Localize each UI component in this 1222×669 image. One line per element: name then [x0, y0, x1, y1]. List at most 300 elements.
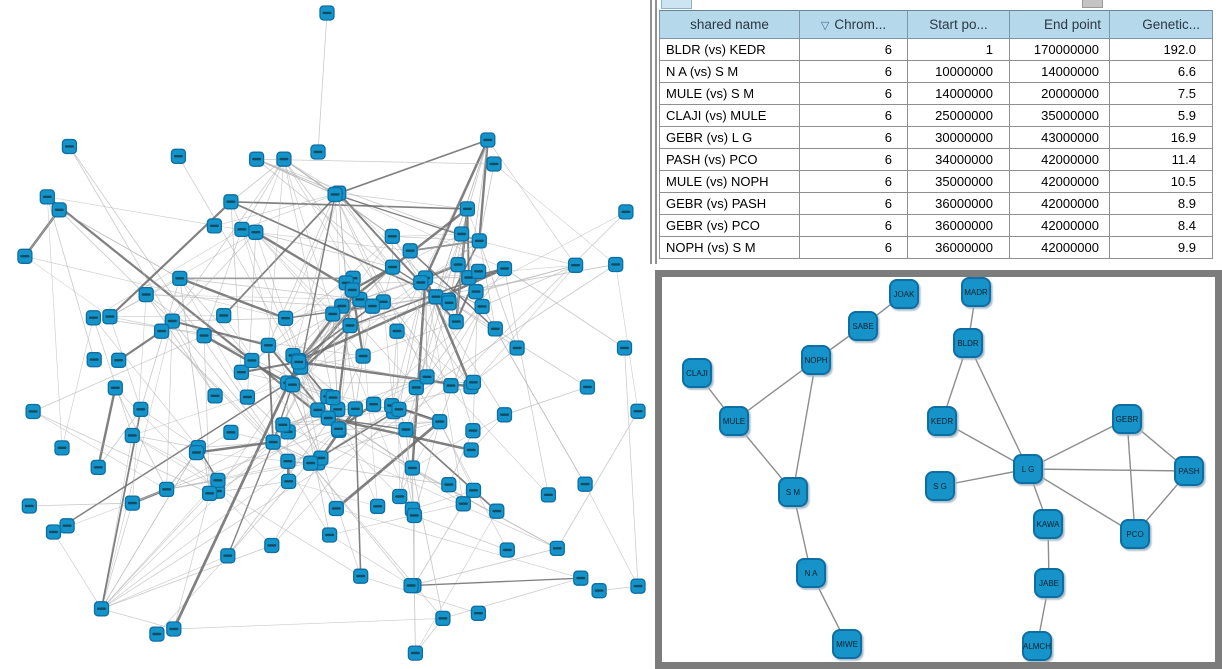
network-edge-BLDR-L G[interactable] [968, 343, 1028, 469]
network-node[interactable] [466, 424, 480, 438]
network-node[interactable] [250, 152, 264, 166]
table-cell[interactable]: 9.9 [1110, 237, 1213, 259]
node-label [210, 225, 219, 227]
network-node[interactable] [386, 260, 400, 274]
node-label: CLAJI [686, 369, 708, 378]
network-edge [412, 468, 443, 618]
network-node[interactable] [221, 549, 235, 563]
network-node[interactable] [403, 244, 417, 258]
network-node[interactable] [245, 354, 259, 368]
network-node[interactable] [619, 205, 633, 219]
node-label [313, 409, 322, 411]
network-node[interactable] [26, 405, 40, 419]
node-label [356, 575, 365, 577]
network-node[interactable] [91, 460, 105, 474]
subnetwork-view[interactable] [655, 270, 1222, 669]
network-node[interactable] [261, 338, 275, 352]
network-node[interactable] [354, 569, 368, 583]
tab-fragment-gray [1082, 0, 1103, 8]
network-node[interactable] [343, 319, 357, 333]
subnetwork-edges [697, 292, 1189, 646]
network-edge [505, 269, 549, 495]
node-label [503, 549, 512, 551]
network-node[interactable] [390, 324, 404, 338]
node-KAWA[interactable] [1034, 510, 1062, 538]
table-row[interactable] [660, 237, 1213, 259]
network-node[interactable] [618, 341, 632, 355]
network-edge [174, 618, 443, 629]
network-node[interactable] [609, 258, 623, 272]
node-label [105, 315, 114, 317]
node-label [55, 209, 64, 211]
network-node[interactable] [311, 145, 325, 159]
node-label: NOPH [804, 356, 828, 365]
node-label [269, 441, 278, 443]
network-node[interactable] [171, 149, 185, 163]
network-edge [102, 493, 210, 608]
network-node[interactable] [451, 258, 465, 272]
node-label: MADR [964, 288, 988, 297]
network-node[interactable] [266, 435, 280, 449]
table-cell[interactable]: GEBR (vs) PASH [660, 193, 800, 215]
network-node[interactable] [429, 290, 443, 304]
table-cell[interactable]: 14000000 [908, 83, 1010, 105]
node-label [205, 492, 214, 494]
network-node[interactable] [211, 473, 225, 487]
network-node[interactable] [207, 219, 221, 233]
table-cell[interactable]: 5.9 [1110, 105, 1213, 127]
node-PASH[interactable] [1175, 457, 1203, 485]
network-node[interactable] [455, 227, 469, 241]
table-header-row [660, 11, 1213, 39]
network-node[interactable] [240, 390, 254, 404]
node-label [595, 589, 604, 591]
table-cell[interactable]: 8.9 [1110, 193, 1213, 215]
network-node[interactable] [467, 483, 481, 497]
table-row[interactable] [660, 193, 1213, 215]
network-node[interactable] [235, 222, 249, 236]
node-label [359, 355, 368, 357]
node-label [323, 12, 332, 14]
network-edge [204, 336, 210, 494]
node-label [288, 384, 297, 386]
table-row[interactable] [660, 39, 1213, 61]
node-label [355, 298, 364, 300]
network-node[interactable] [224, 425, 238, 439]
network-node[interactable] [326, 307, 340, 321]
node-label [469, 489, 478, 491]
table-cell[interactable]: 6 [800, 127, 908, 149]
table-cell[interactable]: 42000000 [1010, 237, 1110, 259]
node-L G[interactable] [1014, 455, 1042, 483]
network-node[interactable] [328, 188, 342, 202]
node-label [576, 577, 585, 579]
network-node[interactable] [55, 441, 69, 455]
table-cell[interactable]: 36000000 [908, 237, 1010, 259]
table-row[interactable] [660, 215, 1213, 237]
network-node[interactable] [371, 499, 385, 513]
node-label [97, 608, 106, 610]
node-label [90, 358, 99, 360]
node-label [58, 447, 67, 449]
node-JOAK[interactable] [890, 280, 918, 308]
node-label [111, 387, 120, 389]
node-label [29, 410, 38, 412]
node-label: N A [804, 569, 818, 578]
table-cell[interactable]: 34000000 [908, 149, 1010, 171]
network-node[interactable] [469, 285, 483, 299]
table-cell[interactable]: 6 [800, 83, 908, 105]
table-cell[interactable]: GEBR (vs) L G [660, 127, 800, 149]
network-node[interactable] [125, 496, 139, 510]
network-node[interactable] [472, 264, 486, 278]
node-label [226, 201, 235, 203]
table-cell[interactable]: 42000000 [1010, 149, 1110, 171]
network-node[interactable] [282, 474, 296, 488]
network-node[interactable] [203, 486, 217, 500]
node-label [469, 381, 478, 383]
node-label [500, 414, 509, 416]
table-cell[interactable]: 10.5 [1110, 171, 1213, 193]
node-GEBR[interactable] [1113, 405, 1141, 433]
network-node[interactable] [464, 443, 478, 457]
node-label [452, 320, 461, 322]
network-node[interactable] [420, 370, 434, 384]
network-node[interactable] [414, 276, 428, 290]
node-SABE[interactable] [849, 312, 877, 340]
network-node[interactable] [326, 391, 340, 405]
network-node[interactable] [498, 408, 512, 422]
network-edge [625, 348, 639, 586]
table-cell[interactable]: 20000000 [1010, 83, 1110, 105]
network-node[interactable] [22, 499, 36, 513]
node-ALMCH[interactable] [1023, 632, 1051, 660]
node-label [324, 417, 333, 419]
network-edge [392, 234, 461, 236]
network-node[interactable] [592, 584, 606, 598]
column-header-label: Genetic... [1142, 17, 1200, 32]
table-cell[interactable]: 11.4 [1110, 149, 1213, 171]
network-node[interactable] [574, 571, 588, 585]
table-cell[interactable]: 35000000 [908, 171, 1010, 193]
network-node[interactable] [392, 402, 406, 416]
network-node[interactable] [442, 296, 456, 310]
table-cell[interactable]: 6 [800, 39, 908, 61]
network-node[interactable] [404, 579, 418, 593]
subnetwork-canvas[interactable] [662, 277, 1215, 662]
network-node[interactable] [112, 353, 126, 367]
node-label [142, 293, 151, 295]
column-header-end-point[interactable] [1010, 11, 1110, 39]
table-cell[interactable]: MULE (vs) NOPH [660, 171, 800, 193]
network-node[interactable] [277, 152, 291, 166]
table-cell[interactable]: 1 [908, 39, 1010, 61]
node-label [267, 544, 276, 546]
network-node[interactable] [249, 225, 263, 239]
table-cell[interactable]: 36000000 [908, 193, 1010, 215]
table-cell[interactable]: 43000000 [1010, 127, 1110, 149]
network-node[interactable] [47, 525, 61, 539]
network-node[interactable] [367, 397, 381, 411]
network-node[interactable] [444, 379, 458, 393]
network-node[interactable] [631, 404, 645, 418]
network-node[interactable] [393, 490, 407, 504]
table-cell[interactable]: NOPH (vs) S M [660, 237, 800, 259]
network-node[interactable] [385, 229, 399, 243]
network-node[interactable] [150, 627, 164, 641]
network-edge-NOPH-S M[interactable] [793, 360, 816, 492]
table-cell[interactable]: 6 [800, 215, 908, 237]
table-cell[interactable]: 6 [800, 61, 908, 83]
table-cell[interactable]: 6.6 [1110, 61, 1213, 83]
table-cell[interactable]: 25000000 [908, 105, 1010, 127]
network-node[interactable] [265, 539, 279, 553]
node-label [388, 235, 397, 237]
network-node[interactable] [500, 543, 514, 557]
node-label [394, 408, 403, 410]
network-node[interactable] [134, 402, 148, 416]
node-label [445, 302, 454, 304]
node-label [410, 514, 419, 516]
network-node[interactable] [405, 461, 419, 475]
network-edge [167, 321, 173, 489]
network-node[interactable] [276, 418, 290, 432]
network-node[interactable] [323, 528, 337, 542]
table-cell[interactable]: 6 [800, 237, 908, 259]
node-MULE[interactable] [720, 407, 748, 435]
table-cell[interactable]: 7.5 [1110, 83, 1213, 105]
network-node[interactable] [155, 324, 169, 338]
network-edge [476, 212, 626, 292]
table-cell[interactable]: 42000000 [1010, 193, 1110, 215]
network-node[interactable] [279, 311, 293, 325]
node-label [284, 480, 293, 482]
table-cell[interactable]: 6 [800, 105, 908, 127]
node-label [406, 250, 415, 252]
network-node[interactable] [87, 353, 101, 367]
node-label [174, 155, 183, 157]
network-node[interactable] [436, 611, 450, 625]
network-node[interactable] [456, 497, 470, 511]
node-label [490, 163, 499, 165]
network-node[interactable] [292, 355, 306, 369]
node-CLAJI[interactable] [683, 359, 711, 387]
table-cell[interactable]: 192.0 [1110, 39, 1213, 61]
network-node[interactable] [160, 482, 174, 496]
network-node[interactable] [304, 456, 318, 470]
network-node[interactable] [108, 381, 122, 395]
node-label [20, 255, 29, 257]
network-node[interactable] [125, 429, 139, 443]
network-node[interactable] [510, 341, 524, 355]
network-node[interactable] [190, 446, 204, 460]
node-label [237, 371, 246, 373]
network-node[interactable] [472, 234, 486, 248]
node-label [25, 505, 34, 507]
network-node[interactable] [173, 271, 187, 285]
table-cell[interactable]: 35000000 [1010, 105, 1110, 127]
network-node[interactable] [197, 329, 211, 343]
network-node[interactable] [407, 509, 421, 523]
network-node[interactable] [466, 375, 480, 389]
network-node[interactable] [320, 6, 334, 20]
network-node[interactable] [408, 646, 422, 660]
network-node[interactable] [40, 190, 54, 204]
node-label [388, 266, 397, 268]
node-label [128, 502, 137, 504]
column-header-label: shared name [690, 17, 769, 32]
network-node[interactable] [286, 378, 300, 392]
node-label [325, 534, 334, 536]
node-label [432, 296, 441, 298]
network-node[interactable] [631, 579, 645, 593]
network-node[interactable] [541, 488, 555, 502]
node-BLDR[interactable] [954, 329, 982, 357]
network-node[interactable] [471, 606, 485, 620]
network-node[interactable] [332, 422, 346, 436]
node-label [475, 240, 484, 242]
network-edge-L G-PASH[interactable] [1028, 469, 1189, 471]
table-cell[interactable]: GEBR (vs) PCO [660, 215, 800, 237]
table-row[interactable] [660, 127, 1213, 149]
network-node[interactable] [281, 454, 295, 468]
table-cell[interactable]: 42000000 [1010, 171, 1110, 193]
table-row[interactable] [660, 171, 1213, 193]
network-node[interactable] [329, 502, 343, 516]
network-node[interactable] [224, 195, 238, 209]
network-node[interactable] [208, 389, 222, 403]
network-edge [412, 468, 415, 653]
node-label [334, 428, 343, 430]
network-edge [242, 159, 284, 229]
network-node[interactable] [345, 283, 359, 297]
node-label [226, 431, 235, 433]
node-label [213, 479, 222, 481]
table-cell[interactable]: 36000000 [908, 215, 1010, 237]
network-node[interactable] [488, 322, 502, 336]
node-label [393, 330, 402, 332]
node-label [571, 264, 580, 266]
node-label [223, 555, 232, 557]
network-node[interactable] [475, 300, 489, 314]
table-cell[interactable]: 8.4 [1110, 215, 1213, 237]
node-label [294, 361, 303, 363]
network-node[interactable] [217, 309, 231, 323]
network-node[interactable] [18, 249, 32, 263]
column-header-chromosome[interactable] [800, 11, 908, 39]
network-node[interactable] [550, 541, 564, 555]
network-node[interactable] [86, 311, 100, 325]
table-cell[interactable]: 30000000 [908, 127, 1010, 149]
node-JABE[interactable] [1035, 569, 1063, 597]
network-node[interactable] [62, 140, 76, 154]
node-label: PCO [1126, 530, 1144, 539]
network-edge [443, 578, 581, 618]
node-S M[interactable] [779, 478, 807, 506]
column-header-genetic-distance[interactable] [1110, 11, 1213, 39]
network-node[interactable] [52, 203, 66, 217]
network-node[interactable] [490, 504, 504, 518]
network-node[interactable] [569, 258, 583, 272]
node-label: ALMCH [1022, 642, 1052, 651]
node-label: SABE [852, 322, 874, 331]
table-row[interactable] [660, 149, 1213, 171]
network-node[interactable] [433, 415, 447, 429]
node-label [332, 507, 341, 509]
column-header-start-position[interactable] [908, 11, 1010, 39]
node-label [553, 547, 562, 549]
network-node[interactable] [578, 477, 592, 491]
node-label [200, 334, 209, 336]
table-cell[interactable]: 6 [800, 171, 908, 193]
table-cell[interactable]: 42000000 [1010, 215, 1110, 237]
network-node[interactable] [449, 315, 463, 329]
tab-fragment-blue [661, 0, 692, 9]
network-node[interactable] [167, 622, 181, 636]
table-cell[interactable]: 6 [800, 149, 908, 171]
node-KEDR[interactable] [928, 407, 956, 435]
table-cell[interactable]: 16.9 [1110, 127, 1213, 149]
network-edge [272, 458, 321, 545]
table-cell[interactable]: N A (vs) S M [660, 61, 800, 83]
network-node[interactable] [399, 423, 413, 437]
table-row[interactable] [660, 105, 1213, 127]
node-label [500, 267, 509, 269]
table-row[interactable] [660, 83, 1213, 105]
node-label [331, 193, 340, 195]
node-label: BLDR [957, 339, 979, 348]
network-node[interactable] [139, 288, 153, 302]
network-node[interactable] [348, 402, 362, 416]
network-node[interactable] [481, 133, 495, 147]
table-cell[interactable]: 14000000 [1010, 61, 1110, 83]
network-node[interactable] [442, 478, 456, 492]
table-cell[interactable]: BLDR (vs) KEDR [660, 39, 800, 61]
network-edge [93, 318, 132, 436]
network-edge-GEBR-PCO[interactable] [1127, 419, 1135, 534]
node-label [634, 585, 643, 587]
node-NOPH[interactable] [802, 346, 830, 374]
node-PCO[interactable] [1121, 520, 1149, 548]
network-node[interactable] [365, 299, 379, 313]
network-node[interactable] [60, 519, 74, 533]
network-node[interactable] [356, 349, 370, 363]
column-header-label: Start po... [929, 17, 988, 32]
network-node[interactable] [498, 262, 512, 276]
column-header-shared-name[interactable] [660, 11, 800, 39]
column-filter-icon[interactable]: ▽ [820, 20, 830, 32]
node-N A[interactable] [797, 559, 825, 587]
network-edge [242, 193, 339, 229]
node-S G[interactable] [926, 472, 954, 500]
table-cell[interactable]: MULE (vs) S M [660, 83, 800, 105]
node-label [423, 376, 432, 378]
table-cell[interactable]: 6 [800, 193, 908, 215]
table-cell[interactable]: 10000000 [908, 61, 1010, 83]
node-label: KEDR [930, 417, 954, 426]
table-cell[interactable]: 170000000 [1010, 39, 1110, 61]
node-MIWE[interactable] [833, 630, 861, 658]
table-cell[interactable]: PASH (vs) PCO [660, 149, 800, 171]
network-node[interactable] [460, 202, 474, 216]
network-node[interactable] [487, 157, 501, 171]
node-MADR[interactable] [962, 278, 990, 306]
table-cell[interactable]: CLAJI (vs) MULE [660, 105, 800, 127]
network-node[interactable] [103, 310, 117, 324]
table-row[interactable] [660, 61, 1213, 83]
network-node[interactable] [580, 380, 594, 394]
network-node[interactable] [95, 602, 109, 616]
